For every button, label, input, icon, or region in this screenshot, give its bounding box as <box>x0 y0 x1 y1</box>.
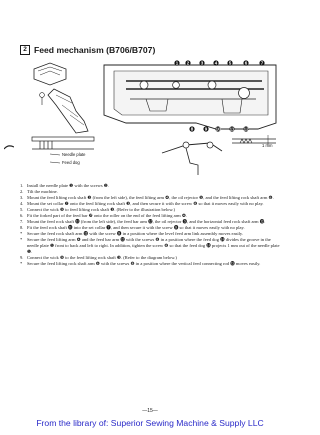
feed-mechanism-illustration <box>26 59 280 179</box>
callout-10: 10 <box>215 126 221 132</box>
callout-6: 6 <box>244 60 248 66</box>
instruction-steps <box>20 183 282 267</box>
step-item: 2. Tilt the machine. <box>20 189 58 194</box>
callout-8: 8 <box>190 126 194 132</box>
step-text: Secure the feed rock shaft arm ⓭ with the screw ❽ in a position where the level feed arm link assembly moves easily. <box>27 231 243 236</box>
step-item: 7. Mount the feed rock shaft ⓫ (from the left side), the feed bar arm ⓬, the oil rejector ❺, and the horizontal feed rock shaft arm ⓭. <box>20 219 266 224</box>
step-item: 5. Connect the wick ❾ to feed lifting rock shaft ❸. (Refer to the illustration below.) <box>20 207 176 212</box>
step-text: Fit the forked part of the feed bar ❿ onto the roller on the end of the feed lifting arm ❹. <box>27 213 188 218</box>
page-number: —15— <box>142 408 158 414</box>
dimension-label: 1 mm <box>262 143 273 148</box>
step-text: Mount the set collar ❼ onto the feed lifting rock shaft ❸, and then secure it with the screw ❽ so that it moves easily with no play. <box>27 201 264 206</box>
callout-5: 5 <box>228 60 232 66</box>
section-number: 2 <box>20 45 30 55</box>
needle-plate-label: Needle plate <box>62 152 86 157</box>
callout-1: 1 <box>175 60 179 66</box>
feed-dog-label: Feed dog <box>62 160 80 165</box>
step-text: Connect the wick ❾ to feed lifting rock shaft ❸. (Refer to the illustration below.) <box>27 207 176 212</box>
step-text: Secure the feed lifting rock shaft arm ❻ with the screws ❽ in a position where the vertical feed connecting rod ⓯ moves easily. <box>27 261 261 266</box>
step-text: Connect the wick ❾ to the feed lifting rock shaft ❸. (Refer to the diagram below.) <box>27 255 177 260</box>
machine-bed <box>104 65 276 129</box>
callout-4: 4 <box>214 60 218 66</box>
step-item: 4. Mount the set collar ❼ onto the feed lifting rock shaft ❸, and then secure it with the screw ❽ so that it moves easily with no play. <box>20 201 264 206</box>
step-text: Install the needle plate ❶ with the screws ❷. <box>27 183 110 188</box>
step-item: 9. Connect the wick ❾ to the feed lifting rock shaft ❸. (Refer to the diagram below.) <box>20 255 177 260</box>
step-text: Mount the feed lifting rock shaft ❸ (from the left side), the feed lifting arm ❹, the oil rejector ❺, and the feed lifting rock shaft arm ❻. <box>27 195 274 200</box>
needle-plate-inset <box>32 63 94 163</box>
section-title <box>20 44 155 56</box>
step-item: 8. Fit the feed rock shaft ⓫ into the set collar ❼, and then secure it with the screw ❽ so that it moves easily with no play. <box>20 225 245 230</box>
step-item: 1. Install the needle plate ❶ with the screws ❷. <box>20 183 110 188</box>
step-item: * Secure the feed lifting arm ❹ and the feed bar arm ⓬ with the screws ❽ in a position where the feed dog ⓮ divides the groove in the needle plate ❶ front to back and left to right. In addition, tighten the screw ❽ so that the feed dog ⓮ projects 1 mm out of the needle plate ❶. <box>20 237 280 254</box>
callout-3: 3 <box>200 60 204 66</box>
callout-12: 12 <box>243 126 249 132</box>
section-title-text: Feed mechanism (B706/B707) <box>34 45 156 55</box>
step-item: * Secure the feed rock shaft arm ⓭ with the screw ❽ in a position where the level feed arm link assembly moves easily. <box>20 231 243 236</box>
step-item: * Secure the feed lifting rock shaft arm ❻ with the screws ❽ in a position where the vertical feed connecting rod ⓯ moves easily. <box>20 261 261 266</box>
library-footer: From the library of: Superior Sewing Machine & Supply LLC <box>36 418 264 428</box>
step-text: Mount the feed rock shaft ⓫ (from the left side), the feed bar arm ⓬, the oil rejector ❺, and the horizontal feed rock shaft arm ⓭. <box>27 219 266 224</box>
callout-2: 2 <box>186 60 190 66</box>
step-text: Fit the feed rock shaft ⓫ into the set collar ❼, and then secure it with the screw ❽ so that it moves easily with no play. <box>27 225 245 230</box>
linkage-arm <box>162 142 222 175</box>
callout-11: 11 <box>229 126 235 132</box>
mechanism-drawing <box>26 59 280 179</box>
step-item: 3. Mount the feed lifting rock shaft ❸ (from the left side), the feed lifting arm ❹, the oil rejector ❺, and the feed lifting rock shaft arm ❻. <box>20 195 274 200</box>
margin-mark-icon <box>4 144 14 150</box>
step-text: Tilt the machine. <box>27 189 58 194</box>
step-text: Secure the feed lifting arm ❹ and the feed bar arm ⓬ with the screws ❽ in a position where the feed dog ⓮ divides the groove in the needle plate ❶ front to back and left to right. In addition, tighten the screw ❽ so that the feed dog ⓮ projects 1 mm out of the needle plate ❶. <box>27 237 280 254</box>
callout-7: 7 <box>260 60 264 66</box>
step-item: 6. Fit the forked part of the feed bar ❿ onto the roller on the end of the feed lifting arm ❹. <box>20 213 188 218</box>
callout-9: 9 <box>204 126 208 132</box>
